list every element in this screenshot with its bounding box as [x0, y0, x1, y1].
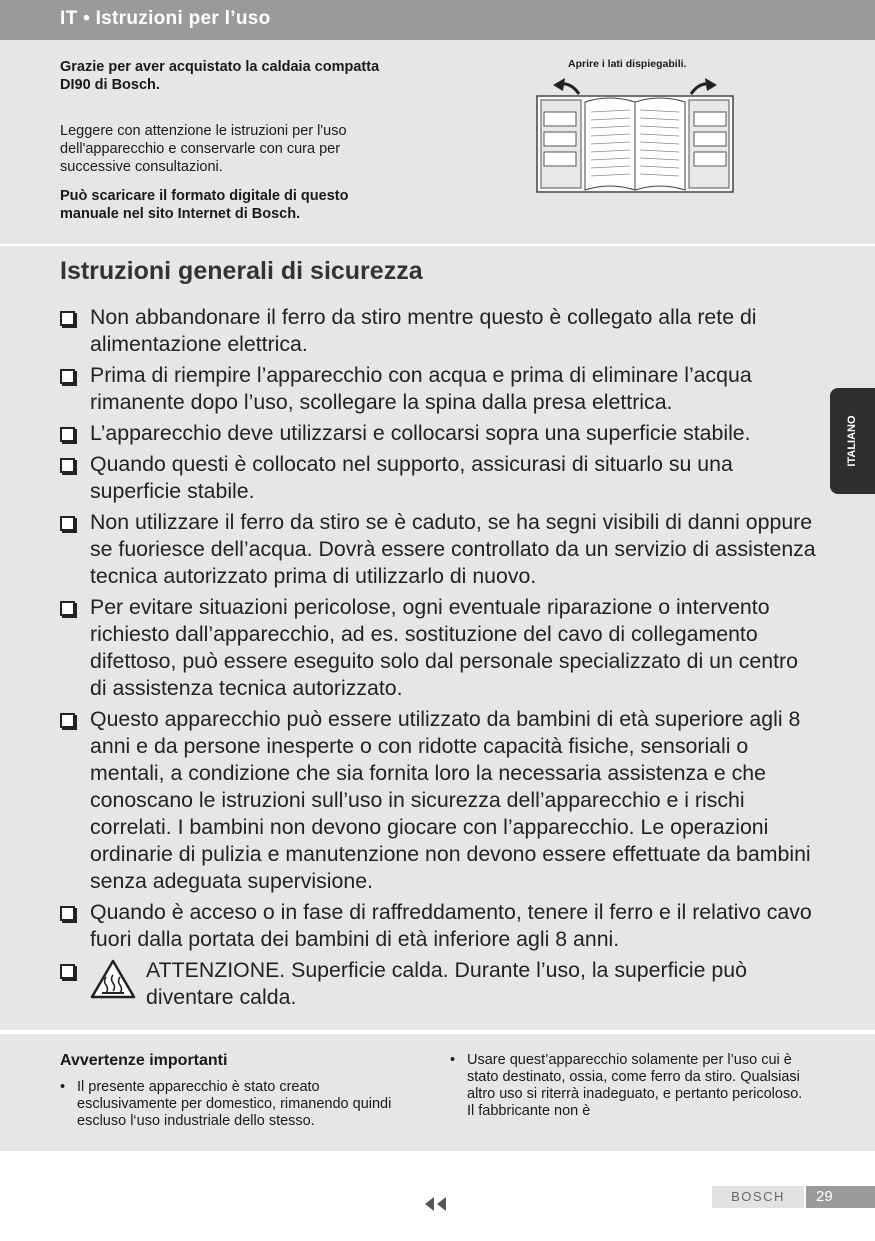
list-item-text: Usare quest’apparecchio solamente per l’uso cui è stato destinato, ossia, come ferro da stiro. Qualsiasi altro uso si riterrà inadeguato, e pertanto pericoloso. Il fabbricante non è — [467, 1052, 803, 1119]
divider — [0, 1030, 875, 1032]
important-right-list — [450, 1052, 810, 1120]
safety-item-text: L’apparecchio deve utilizzarsi e collocarsi sopra una superficie stabile. — [90, 421, 751, 445]
safety-item-text: Quando è acceso o in fase di raffreddamento, tenere il ferro e il relativo cavo fuori dalla portata dei bambini di età inferiore agli 8 anni. — [90, 900, 812, 951]
warning-row — [90, 957, 820, 1011]
important-left-list — [60, 1079, 410, 1130]
fold-out-manual-illustration — [535, 78, 735, 208]
checkbox-bullet-icon — [60, 458, 75, 473]
checkbox-bullet-icon — [60, 601, 75, 616]
checkbox-bullet-icon — [60, 964, 75, 979]
intro-download: Può scaricare il formato digitale di questo manuale nel sito Internet di Bosch. — [60, 188, 349, 222]
checkbox-bullet-icon — [60, 369, 75, 384]
important-section — [0, 1034, 875, 1151]
safety-section — [0, 246, 875, 1030]
safety-item-text: Per evitare situazioni pericolose, ogni eventuale riparazione o intervento richiesto dall’apparecchio, ad es. sostituzione del cavo di collegamento difettoso, può essere eseguito solo dal personale specializzato di un centro di assistenza tecnica autorizzato. — [90, 595, 798, 700]
safety-item — [60, 362, 820, 416]
safety-item — [60, 451, 820, 505]
fold-caption: Aprire i lati dispiegabili. — [568, 58, 687, 70]
header-bar — [0, 0, 875, 40]
bullet-icon: • — [450, 1052, 456, 1068]
safety-item — [60, 899, 820, 953]
safety-item — [60, 594, 820, 702]
list-item — [60, 1079, 410, 1130]
important-title: Avvertenze importanti — [60, 1052, 228, 1069]
checkbox-bullet-icon — [60, 516, 75, 531]
safety-list — [60, 304, 820, 1015]
safety-item — [60, 304, 820, 358]
safety-item-text: Prima di riempire l’apparecchio con acqua e prima di eliminare l’acqua rimanente dopo l’uso, scollegare la spina dalla presa elettrica. — [90, 363, 752, 414]
intro-read: Leggere con attenzione le istruzioni per l'uso dell'apparecchio e conservarle con cura per successive consultazioni. — [60, 123, 347, 175]
safety-title: Istruzioni generali di sicurezza — [60, 257, 423, 285]
hot-surface-warning-icon — [90, 959, 136, 999]
safety-item — [60, 420, 820, 447]
safety-item — [60, 509, 820, 590]
intro-section — [0, 40, 875, 244]
safety-item-text: Quando questi è collocato nel supporto, assicurasi di situarlo su una superficie stabile. — [90, 452, 733, 503]
list-item-text: Il presente apparecchio è stato creato esclusivamente per domestico, rimanendo quindi escluso l‘uso industriale dello stesso. — [77, 1079, 392, 1129]
checkbox-bullet-icon — [60, 713, 75, 728]
header-title: IT • Istruzioni per l’uso — [60, 8, 271, 29]
checkbox-bullet-icon — [60, 311, 75, 326]
intro-thanks: Grazie per aver acquistato la caldaia compatta DI90 di Bosch. — [60, 59, 380, 93]
bullet-icon: • — [60, 1079, 66, 1095]
safety-warning-item — [60, 957, 820, 1011]
language-tab-label: ITALIANO — [846, 415, 858, 467]
warning-text: ATTENZIONE. Superficie calda. Durante l’uso, la superficie può diventare calda. — [146, 958, 747, 1009]
safety-item-text: Questo apparecchio può essere utilizzato da bambini di età superiore agli 8 anni e da persone inesperte o con ridotte capacità fisiche, sensoriali o mentali, a condizione che sia fornita loro la necessaria assistenza e che conoscano le istruzioni sull’uso in sicurezza dell’apparecchio e i rischi correlati. I bambini non devono giocare con l’apparecchio. Le operazioni ordinarie di pulizia e manutenzione non devono essere effettuate da bambini senza adeguata supervisione. — [90, 707, 811, 893]
safety-item — [60, 706, 820, 895]
checkbox-bullet-icon — [60, 906, 75, 921]
language-tab[interactable] — [830, 388, 875, 494]
page-number: 29 — [806, 1186, 875, 1208]
checkbox-bullet-icon — [60, 427, 75, 442]
safety-item-text: Non utilizzare il ferro da stiro se è caduto, se ha segni visibili di danni oppure se fuoriesce dell’acqua. Dovrà essere controllato da un servizio di assistenza tecnica autorizzato prima di utilizzarlo di nuovo. — [90, 510, 816, 588]
previous-page-icon[interactable] — [425, 1197, 449, 1211]
brand-label: BOSCH — [712, 1186, 804, 1208]
safety-item-text: Non abbandonare il ferro da stiro mentre questo è collegato alla rete di alimentazione elettrica. — [90, 305, 757, 356]
list-item — [450, 1052, 810, 1120]
